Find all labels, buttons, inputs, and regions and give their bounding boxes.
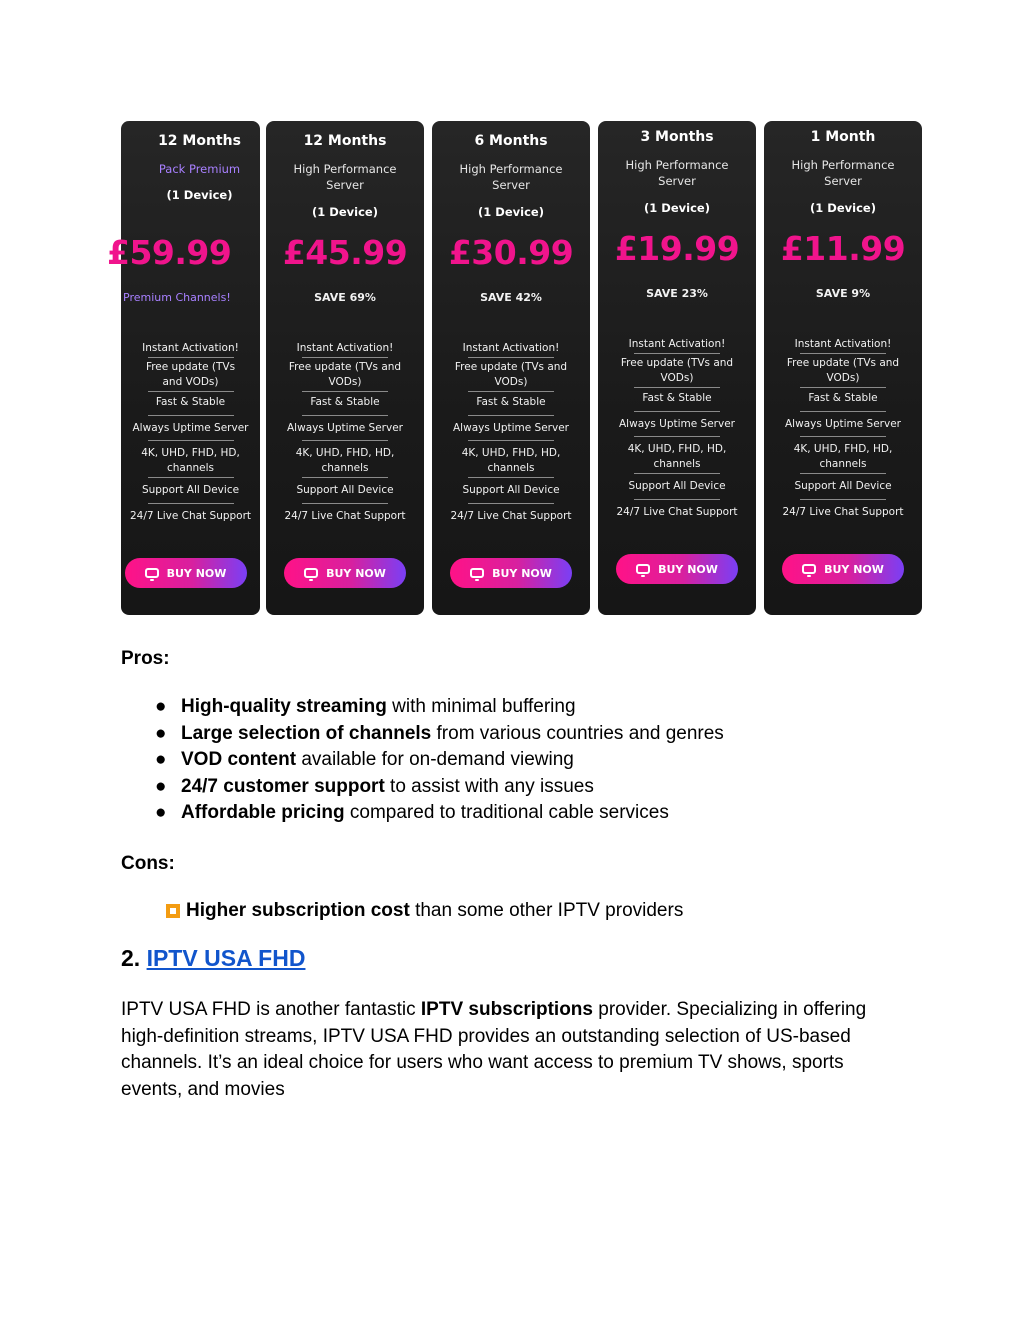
plan-duration: 3 Months bbox=[640, 129, 714, 145]
tv-icon bbox=[636, 564, 650, 574]
plan-feature: 4K, UHD, FHD, HD, channels bbox=[627, 443, 727, 470]
feature-divider bbox=[302, 415, 388, 416]
pricing-card bbox=[266, 121, 424, 615]
plan-feature: Always Uptime Server bbox=[132, 422, 249, 434]
feature-divider bbox=[468, 357, 554, 358]
plan-feature: Free update (TVs and VODs) bbox=[145, 361, 236, 388]
plan-feature: Fast & Stable bbox=[310, 396, 380, 408]
plan-duration: 1 Month bbox=[810, 129, 876, 145]
plan-feature: 24/7 Live Chat Support bbox=[284, 510, 406, 522]
feature-divider bbox=[634, 473, 720, 474]
feature-divider bbox=[800, 473, 886, 474]
plan-feature: 24/7 Live Chat Support bbox=[129, 510, 252, 522]
plan-feature: Fast & Stable bbox=[155, 396, 226, 408]
plan-feature: 4K, UHD, FHD, HD, channels bbox=[461, 447, 561, 474]
feature-divider bbox=[800, 499, 886, 500]
section-paragraph bbox=[121, 997, 901, 1103]
feature-divider bbox=[468, 477, 554, 478]
plan-feature: Free update (TVs and VODs) bbox=[454, 361, 568, 388]
feature-divider bbox=[468, 415, 554, 416]
pricing-card bbox=[432, 121, 590, 615]
plan-devices: (1 Device) bbox=[312, 205, 378, 219]
plan-feature: Always Uptime Server bbox=[785, 418, 901, 430]
plan-duration: 6 Months bbox=[474, 133, 548, 149]
plan-pack bbox=[121, 161, 260, 177]
plan-feature: Free update (TVs and VODs) bbox=[288, 361, 402, 388]
pricing-card bbox=[598, 121, 756, 615]
plan-price: £30.99 bbox=[448, 233, 574, 272]
plan-pack-line: Server bbox=[492, 178, 530, 192]
buy-now-button[interactable] bbox=[284, 558, 406, 588]
plan-feature: Free update (TVs and VODs) bbox=[620, 357, 734, 384]
plan-feature: 24/7 Live Chat Support bbox=[450, 510, 572, 522]
section-number: 2. bbox=[121, 945, 147, 971]
feature-divider bbox=[302, 440, 388, 441]
feature-divider bbox=[148, 357, 234, 358]
plan-devices: (1 Device) bbox=[478, 205, 544, 219]
pros-list bbox=[155, 694, 724, 827]
plan-feature: Instant Activation! bbox=[794, 338, 892, 350]
plan-feature: Support All Device bbox=[628, 480, 726, 492]
feature-divider bbox=[148, 503, 234, 504]
cons-list-item bbox=[166, 900, 683, 922]
feature-divider bbox=[800, 387, 886, 388]
plan-feature: Support All Device bbox=[296, 484, 394, 496]
plan-price: £45.99 bbox=[282, 233, 408, 272]
bullet-icon: ● bbox=[155, 696, 167, 717]
pros-item-bold: 24/7 customer support bbox=[181, 775, 385, 797]
plan-feature: 4K, UHD, FHD, HD, channels bbox=[295, 447, 395, 474]
feature-divider bbox=[634, 436, 720, 437]
plan-feature: Always Uptime Server bbox=[453, 422, 569, 434]
plan-feature: Support All Device bbox=[794, 480, 892, 492]
plan-pack-line: High Performance bbox=[625, 158, 729, 172]
plan-price: £59.99 bbox=[107, 233, 232, 272]
plan-feature: Instant Activation! bbox=[462, 342, 560, 354]
plan-feature: 4K, UHD, FHD, HD, channels bbox=[793, 443, 893, 470]
plan-pack-line: High Performance bbox=[459, 162, 563, 176]
feature-divider bbox=[634, 387, 720, 388]
buy-now-label: BUY NOW bbox=[824, 562, 884, 576]
pros-item-bold: High-quality streaming bbox=[181, 696, 387, 717]
tv-icon bbox=[145, 568, 159, 578]
plan-feature: Instant Activation! bbox=[628, 338, 726, 350]
plan-feature: Fast & Stable bbox=[476, 396, 546, 408]
plan-feature: Always Uptime Server bbox=[619, 418, 735, 430]
para-text-end: provider. Specializing in offering high-definition streams, IPTV USA FHD provides an outstanding selection of US-based channels. It’s an ideal choice for users who want access to premium TV shows, sports events, and movies bbox=[121, 999, 867, 1100]
bullet-icon: ● bbox=[155, 749, 167, 770]
feature-divider bbox=[800, 353, 886, 354]
buy-now-button[interactable] bbox=[450, 558, 572, 588]
plan-devices: (1 Device) bbox=[810, 201, 876, 215]
buy-now-label: BUY NOW bbox=[166, 566, 227, 580]
plan-pack bbox=[432, 161, 590, 193]
plan-feature: Support All Device bbox=[462, 484, 560, 496]
plan-pack-line: High Performance bbox=[791, 158, 895, 172]
feature-divider bbox=[148, 415, 234, 416]
plan-devices: (1 Device) bbox=[644, 201, 710, 215]
plan-devices: (1 Device) bbox=[166, 188, 233, 202]
pros-list-item bbox=[155, 774, 724, 801]
feature-divider bbox=[634, 499, 720, 500]
buy-now-button[interactable] bbox=[782, 554, 904, 584]
plan-save: SAVE 69% bbox=[314, 291, 376, 304]
buy-now-button[interactable] bbox=[616, 554, 738, 584]
pros-list-item bbox=[155, 800, 724, 827]
feature-divider bbox=[634, 411, 720, 412]
feature-divider bbox=[148, 391, 234, 392]
tv-icon bbox=[802, 564, 816, 574]
feature-divider bbox=[302, 477, 388, 478]
plan-save: SAVE 23% bbox=[646, 287, 708, 300]
pros-item-text: compared to traditional cable services bbox=[344, 802, 669, 823]
plan-pack bbox=[598, 157, 756, 189]
pros-list-item bbox=[155, 721, 724, 748]
feature-divider bbox=[302, 503, 388, 504]
bullet-icon: ● bbox=[155, 775, 167, 797]
orange-square-icon bbox=[166, 904, 180, 918]
plan-pack bbox=[266, 161, 424, 193]
feature-divider bbox=[468, 503, 554, 504]
plan-feature: 24/7 Live Chat Support bbox=[616, 506, 738, 518]
pricing-table-image bbox=[107, 121, 906, 615]
plan-pack-line: Server bbox=[824, 174, 862, 188]
plan-feature: Free update (TVs and VODs) bbox=[786, 357, 900, 384]
section-heading bbox=[121, 945, 305, 972]
plan-save: Premium Channels! bbox=[123, 291, 231, 304]
feature-divider bbox=[302, 357, 388, 358]
pros-item-text: available for on-demand viewing bbox=[296, 749, 574, 770]
buy-now-button[interactable] bbox=[125, 558, 247, 588]
tv-icon bbox=[304, 568, 318, 578]
plan-price: £19.99 bbox=[614, 229, 740, 268]
plan-pack-line: High Performance bbox=[293, 162, 397, 176]
pros-list-item bbox=[155, 694, 724, 721]
pricing-card bbox=[764, 121, 922, 615]
cons-item-bold: Higher subscription cost bbox=[186, 900, 410, 921]
plan-feature: 4K, UHD, FHD, HD, channels bbox=[141, 447, 240, 474]
buy-now-label: BUY NOW bbox=[492, 566, 552, 580]
bullet-icon: ● bbox=[155, 802, 167, 823]
plan-duration: 12 Months bbox=[303, 133, 387, 149]
iptv-usa-fhd-link[interactable]: IPTV USA FHD bbox=[146, 945, 306, 971]
cons-item-text: than some other IPTV providers bbox=[409, 900, 684, 921]
plan-save: SAVE 9% bbox=[815, 287, 871, 300]
feature-divider bbox=[634, 353, 720, 354]
plan-feature: Support All Device bbox=[141, 484, 240, 496]
feature-divider bbox=[302, 391, 388, 392]
para-text-bold: IPTV subscriptions bbox=[420, 999, 593, 1020]
plan-feature: Fast & Stable bbox=[808, 392, 878, 404]
plan-pack bbox=[764, 157, 922, 189]
pricing-card bbox=[107, 121, 260, 615]
feature-divider bbox=[148, 477, 234, 478]
pros-item-text: with minimal buffering bbox=[386, 696, 576, 717]
cons-heading: Cons: bbox=[121, 853, 175, 874]
plan-feature: Fast & Stable bbox=[642, 392, 712, 404]
plan-feature: Instant Activation! bbox=[142, 342, 239, 354]
tv-icon bbox=[470, 568, 484, 578]
plan-save: SAVE 42% bbox=[480, 291, 542, 304]
pros-item-text: to assist with any issues bbox=[384, 775, 594, 797]
pros-item-bold: Affordable pricing bbox=[181, 802, 345, 823]
plan-duration: 12 Months bbox=[158, 133, 241, 149]
feature-divider bbox=[800, 436, 886, 437]
plan-feature: Instant Activation! bbox=[296, 342, 394, 354]
pros-heading: Pros: bbox=[121, 648, 170, 669]
feature-divider bbox=[468, 440, 554, 441]
pros-item-bold: VOD content bbox=[181, 749, 297, 770]
plan-feature: Always Uptime Server bbox=[287, 422, 403, 434]
buy-now-label: BUY NOW bbox=[658, 562, 718, 576]
buy-now-label: BUY NOW bbox=[326, 566, 386, 580]
feature-divider bbox=[148, 440, 234, 441]
plan-pack-line: Server bbox=[326, 178, 364, 192]
para-text-start: IPTV USA FHD is another fantastic bbox=[121, 999, 421, 1020]
plan-price: £11.99 bbox=[780, 229, 906, 268]
plan-pack-line: Server bbox=[658, 174, 696, 188]
bullet-icon: ● bbox=[155, 722, 167, 744]
pros-list-item bbox=[155, 747, 724, 774]
feature-divider bbox=[800, 411, 886, 412]
pros-item-text: from various countries and genres bbox=[431, 722, 724, 744]
feature-divider bbox=[468, 391, 554, 392]
pros-item-bold: Large selection of channels bbox=[181, 722, 432, 744]
plan-pack-line: Pack Premium bbox=[158, 162, 241, 176]
plan-feature: 24/7 Live Chat Support bbox=[782, 506, 904, 518]
